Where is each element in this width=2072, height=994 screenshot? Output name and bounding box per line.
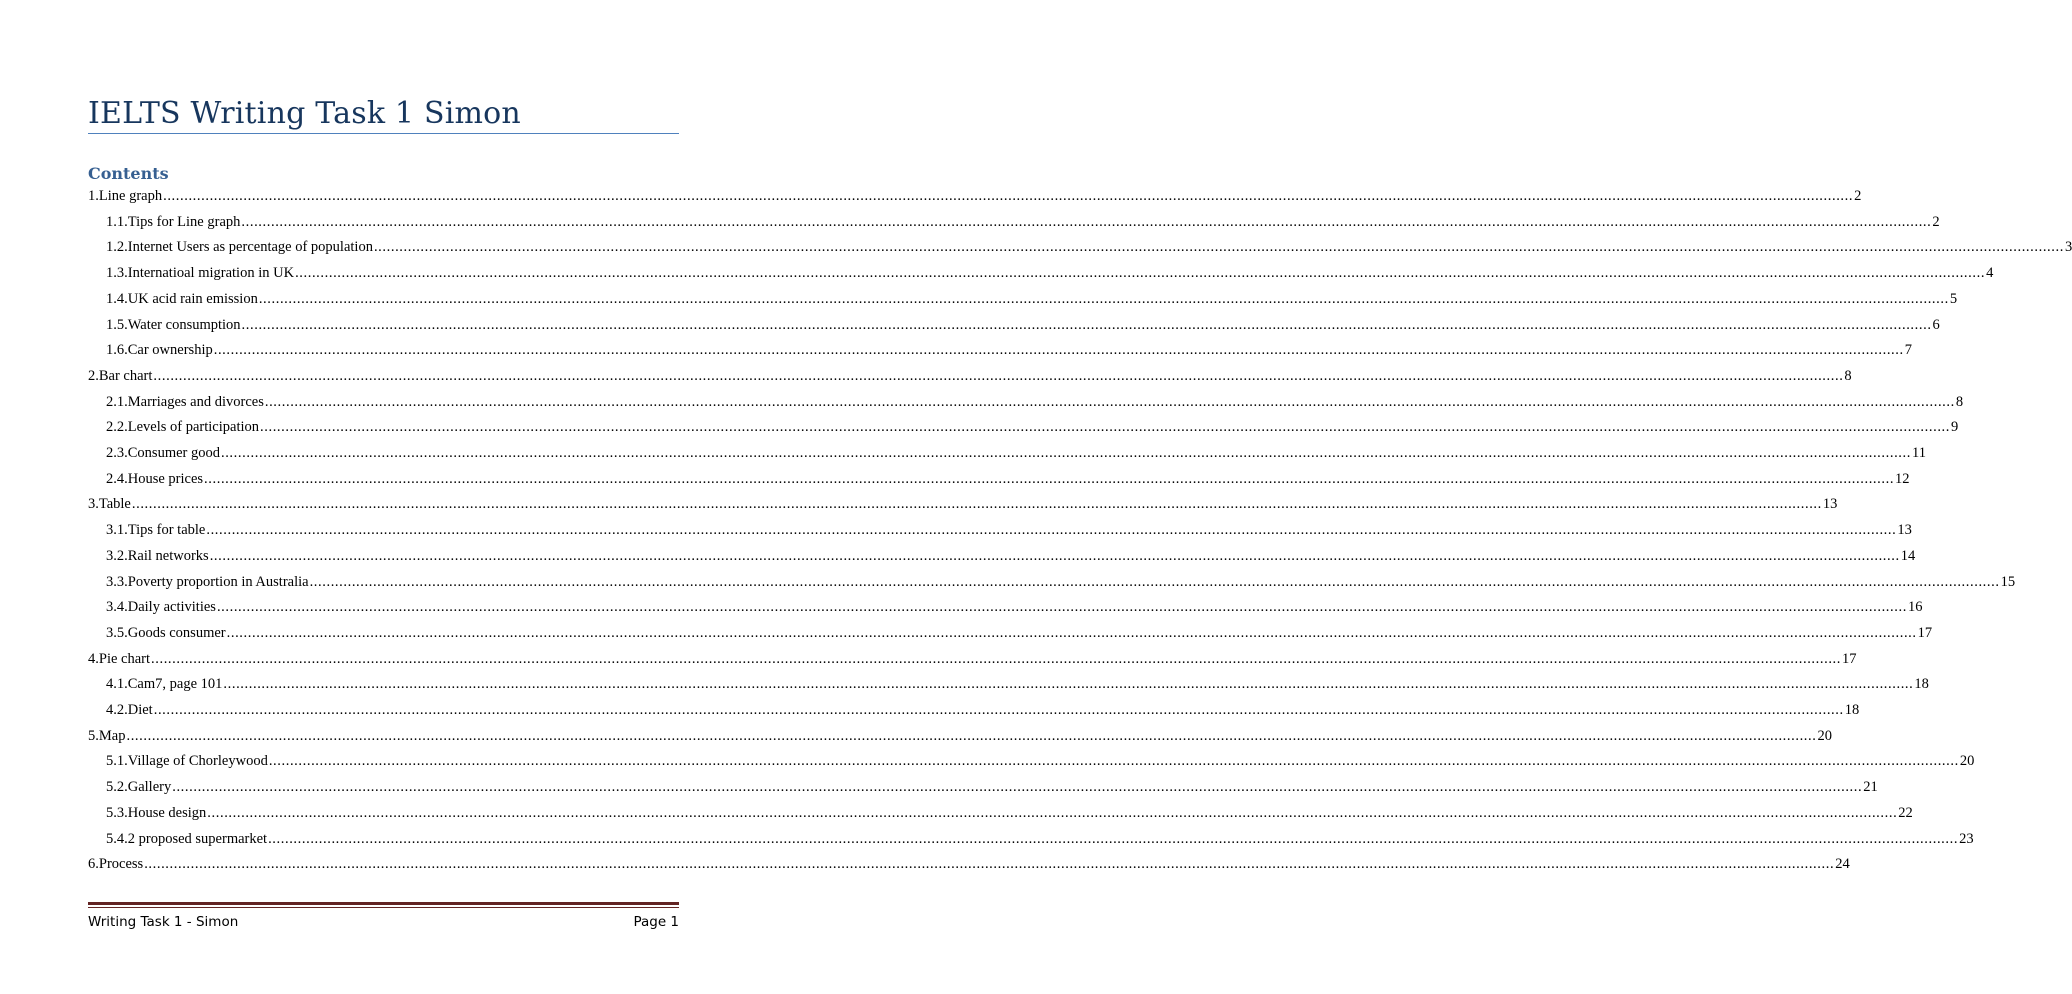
toc-entry-page: 21 [1863,779,1878,796]
toc-entry-label: Rail networks [127,547,209,564]
toc-entry-page: 12 [1895,470,1910,487]
toc-entry-label: Bar chart [98,367,153,384]
toc-entry-number: 1.6. [106,342,128,359]
toc-entry-label: Map [98,727,126,744]
toc-dot-leader: ................................................................................................................................................................................................................................................................................................................................................................................................................ [206,522,1897,539]
toc-entry-number: 3.4. [106,599,128,616]
toc-entry-number: 1.4. [106,290,128,307]
toc-entry-page: 8 [1955,393,1964,410]
toc-dot-leader: ................................................................................................................................................................................................................................................................................................................................................................................................................ [241,213,1932,230]
toc-entry-label: Levels of participation [127,419,260,436]
toc-dot-leader: ................................................................................................................................................................................................................................................................................................................................................................................................................ [268,830,1959,847]
toc-entry-number: 4.1. [106,676,128,693]
toc-dot-leader: ................................................................................................................................................................................................................................................................................................................................................................................................................ [144,856,1835,873]
toc-section-entry[interactable] [88,853,1850,873]
toc-dot-leader: ................................................................................................................................................................................................................................................................................................................................................................................................................ [216,599,1907,616]
toc-entry-label: House design [127,804,207,821]
toc-subsection-entry[interactable] [106,314,1940,334]
toc-subsection-entry[interactable] [106,339,1912,359]
toc-dot-leader: ................................................................................................................................................................................................................................................................................................................................................................................................................ [268,753,1959,770]
toc-entry-number: 5.3. [106,804,128,821]
toc-entry-page: 18 [1914,676,1929,693]
toc-dot-leader: ................................................................................................................................................................................................................................................................................................................................................................................................................ [153,367,1844,384]
toc-subsection-entry[interactable] [106,750,1975,770]
toc-entry-label: Poverty proportion in Australia [127,573,309,590]
toc-entry-page: 4 [1986,265,1994,282]
toc-entry-number: 2.1. [106,393,128,410]
toc-entry-number: 1. [88,188,99,204]
toc-entry-number: 5.1. [106,753,128,770]
toc-subsection-entry[interactable] [106,673,1929,693]
toc-subsection-entry[interactable] [106,802,1913,822]
toc-entry-page: 2 [1854,188,1862,204]
toc-entry-number: 6. [88,856,99,873]
toc-section-entry[interactable] [88,365,1852,385]
toc-entry-label: Table [98,496,131,513]
toc-dot-leader: ................................................................................................................................................................................................................................................................................................................................................................................................................ [204,470,1895,487]
footer-divider-thin [88,907,679,908]
toc-dot-leader: ................................................................................................................................................................................................................................................................................................................................................................................................................ [309,573,2000,590]
toc-entry-page: 11 [1911,445,1926,461]
toc-entry-label: Village of Chorleywood [127,753,268,770]
page-title: IELTS Writing Task 1 Simon [88,96,521,131]
toc-entry-page: 9 [1951,419,1959,436]
toc-dot-leader: ................................................................................................................................................................................................................................................................................................................................................................................................................ [295,265,1986,282]
toc-entry-number: 3. [88,496,99,513]
toc-dot-leader: ................................................................................................................................................................................................................................................................................................................................................................................................................ [153,702,1844,718]
toc-entry-number: 2.4. [106,470,128,487]
toc-entry-label: Marriages and divorces [127,393,264,410]
toc-entry-label: Line graph [98,188,163,204]
toc-entry-page: 8 [1844,367,1852,384]
toc-entry-label: Cam7, page 101 [127,676,223,693]
toc-entry-page: 17 [1917,624,1933,641]
toc-subsection-entry[interactable] [106,622,1933,642]
toc-dot-leader: ................................................................................................................................................................................................................................................................................................................................................................................................................ [131,496,1822,513]
toc-entry-label: Diet [127,702,153,718]
toc-dot-leader: ................................................................................................................................................................................................................................................................................................................................................................................................................ [163,188,1854,204]
toc-dot-leader: ................................................................................................................................................................................................................................................................................................................................................................................................................ [213,342,1904,359]
toc-entry-page: 13 [1822,496,1838,513]
toc-section-entry[interactable] [88,493,1838,513]
toc-entry-page: 16 [1907,599,1923,616]
footer-document-name: Writing Task 1 - Simon [88,914,239,930]
toc-entry-label: Tips for Line graph [127,213,241,230]
toc-dot-leader: ................................................................................................................................................................................................................................................................................................................................................................................................................ [126,727,1817,744]
toc-entry-number: 3.3. [106,573,128,590]
toc-entry-label: Pie chart [98,650,151,667]
toc-subsection-entry[interactable] [106,776,1878,796]
toc-entry-number: 2.2. [106,419,128,436]
toc-dot-leader: ................................................................................................................................................................................................................................................................................................................................................................................................................ [226,624,1917,641]
toc-entry-label: Internet Users as percentage of population [127,239,373,256]
toc-entry-number: 4. [88,650,99,667]
toc-entry-label: Car ownership [127,342,213,359]
toc-entry-label: UK acid rain emission [127,290,258,307]
toc-entry-label: Process [98,856,144,873]
toc-dot-leader: ................................................................................................................................................................................................................................................................................................................................................................................................................ [151,650,1842,667]
toc-entry-page: 18 [1844,702,1860,718]
toc-entry-page: 24 [1835,856,1850,873]
toc-subsection-entry[interactable] [106,571,2016,591]
toc-dot-leader: ................................................................................................................................................................................................................................................................................................................................................................................................................ [220,445,1911,461]
toc-subsection-entry[interactable] [106,442,1926,462]
toc-dot-leader: ................................................................................................................................................................................................................................................................................................................................................................................................................ [258,290,1949,307]
toc-subsection-entry[interactable] [106,391,1964,411]
toc-entry-page: 2 [1932,213,1940,230]
toc-entry-label: Goods consumer [127,624,226,641]
toc-entry-number: 2. [88,367,99,384]
toc-entry-number: 5. [88,727,99,744]
toc-section-entry[interactable] [88,725,1832,745]
toc-entry-number: 3.2. [106,547,128,564]
toc-dot-leader: ................................................................................................................................................................................................................................................................................................................................................................................................................ [223,676,1914,693]
footer-divider-thick [88,902,679,905]
toc-entry-page: 23 [1959,830,1974,847]
contents-heading: Contents [88,164,169,183]
toc-entry-number: 5.2. [106,779,128,796]
toc-dot-leader: ................................................................................................................................................................................................................................................................................................................................................................................................................ [264,393,1955,410]
toc-entry-page: 6 [1932,316,1940,333]
toc-subsection-entry[interactable] [106,468,1910,488]
toc-subsection-entry[interactable] [106,519,1912,539]
toc-subsection-entry[interactable] [106,828,1974,848]
toc-entry-label: Consumer good [127,445,220,461]
toc-entry-label: House prices [127,470,204,487]
toc-entry-number: 5.4. [106,830,128,847]
toc-entry-page: 13 [1897,522,1912,539]
toc-subsection-entry[interactable] [106,416,1959,436]
toc-entry-number: 4.2. [106,702,128,718]
toc-entry-page: 7 [1904,342,1912,359]
toc-dot-leader: ................................................................................................................................................................................................................................................................................................................................................................................................................ [172,779,1863,796]
toc-subsection-entry[interactable] [106,211,1940,231]
toc-entry-page: 14 [1900,547,1916,564]
toc-entry-label: Daily activities [127,599,216,616]
toc-dot-leader: ................................................................................................................................................................................................................................................................................................................................................................................................................ [260,419,1951,436]
toc-subsection-entry[interactable] [106,236,2072,256]
toc-dot-leader: ................................................................................................................................................................................................................................................................................................................................................................................................................ [241,316,1932,333]
toc-entry-number: 2.3. [106,445,128,461]
toc-subsection-entry[interactable] [106,545,1916,565]
toc-entry-page: 20 [1817,727,1832,744]
footer-page-number: Page 1 [633,914,679,930]
toc-entry-page: 5 [1949,290,1958,307]
toc-entry-label: Internatioal migration in UK [127,265,295,282]
toc-entry-label: Water consumption [127,316,241,333]
toc-subsection-entry[interactable] [106,288,1958,308]
toc-dot-leader: ................................................................................................................................................................................................................................................................................................................................................................................................................ [207,804,1898,821]
toc-entry-label: 2 proposed supermarket [127,830,268,847]
title-underline [88,133,679,134]
toc-entry-label: Gallery [127,779,172,796]
toc-subsection-entry[interactable] [106,262,1994,282]
toc-entry-number: 3.5. [106,624,128,641]
toc-entry-number: 1.3. [106,265,128,282]
toc-entry-page: 3 [2064,239,2072,256]
toc-section-entry[interactable] [88,648,1857,668]
toc-entry-number: 3.1. [106,522,128,539]
toc-entry-number: 1.5. [106,316,128,333]
toc-entry-number: 1.1. [106,213,128,230]
toc-entry-page: 20 [1959,753,1975,770]
toc-entry-page: 15 [2000,573,2016,590]
toc-entry-page: 17 [1842,650,1857,667]
toc-subsection-entry[interactable] [106,596,1923,616]
toc-dot-leader: ................................................................................................................................................................................................................................................................................................................................................................................................................ [373,239,2064,256]
toc-dot-leader: ................................................................................................................................................................................................................................................................................................................................................................................................................ [209,547,1900,564]
toc-entry-page: 22 [1898,804,1913,821]
toc-entry-number: 1.2. [106,239,128,256]
toc-section-entry[interactable] [88,185,1862,205]
toc-entry-label: Tips for table [127,522,206,539]
toc-subsection-entry[interactable] [106,699,1860,719]
